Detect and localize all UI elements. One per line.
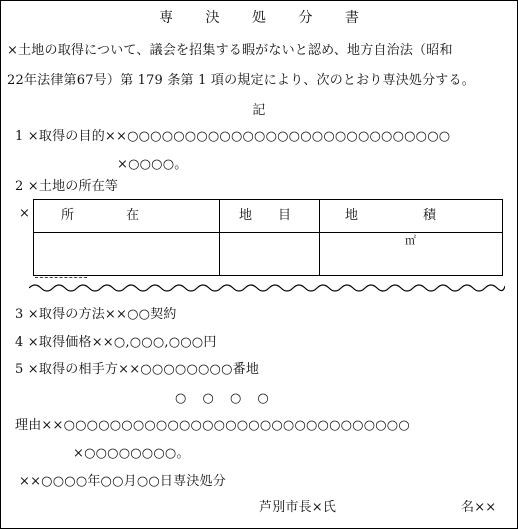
- signature-name: 名××: [461, 500, 497, 515]
- table-break-wave: [29, 282, 505, 294]
- header-location: 所 在: [61, 208, 140, 223]
- property-table: [33, 199, 503, 297]
- header-land-category: 地 目: [239, 208, 292, 223]
- signature-office: 芦別市長×氏: [259, 500, 337, 515]
- table-right-border: [502, 199, 503, 275]
- table-col-divider-2: [319, 199, 320, 275]
- item-purpose: 1 ×取得の目的××○○○○○○○○○○○○○○○○○○○○○○○○○○○○: [15, 129, 451, 144]
- reason-line-1: 理由××○○○○○○○○○○○○○○○○○○○○○○○○○○○○○○: [15, 418, 410, 433]
- area-unit: ㎡: [405, 234, 416, 247]
- table-bottom-border: [33, 275, 503, 276]
- table-header-border: [33, 232, 503, 233]
- table-top-border: [33, 199, 503, 200]
- table-col-divider-1: [219, 199, 220, 275]
- table-marker: ×: [19, 206, 30, 221]
- item-price: 4 ×取得価格××○,○○○,○○○円: [15, 335, 217, 350]
- reason-line-2: ×○○○○○○○○。: [73, 446, 190, 461]
- ki-heading: 記: [252, 103, 266, 118]
- table-left-border: [33, 199, 34, 275]
- item-counterparty: 5 ×取得の相手方××○○○○○○○○番地: [15, 362, 260, 377]
- table-omission-dash: [35, 277, 87, 278]
- intro-line-2: 22年法律第67号）第 179 条第 1 項の規定により、次のとおり専決処分する。: [7, 73, 475, 88]
- item-purpose-cont: ×○○○○。: [117, 157, 188, 172]
- disposition-date: ××○○○○年○○月○○日専決処分: [19, 474, 226, 489]
- header-area: 地 積: [345, 208, 437, 223]
- intro-line-1: ×土地の取得について、議会を招集する暇がないと認め、地方自治法（昭和: [7, 43, 453, 58]
- item-location: 2 ×土地の所在等: [15, 179, 119, 194]
- document-title: 専 決 処 分 書: [159, 10, 373, 26]
- item-counterparty-name: ○ ○ ○ ○: [175, 391, 275, 406]
- item-method: 3 ×取得の方法××○○契約: [15, 307, 177, 322]
